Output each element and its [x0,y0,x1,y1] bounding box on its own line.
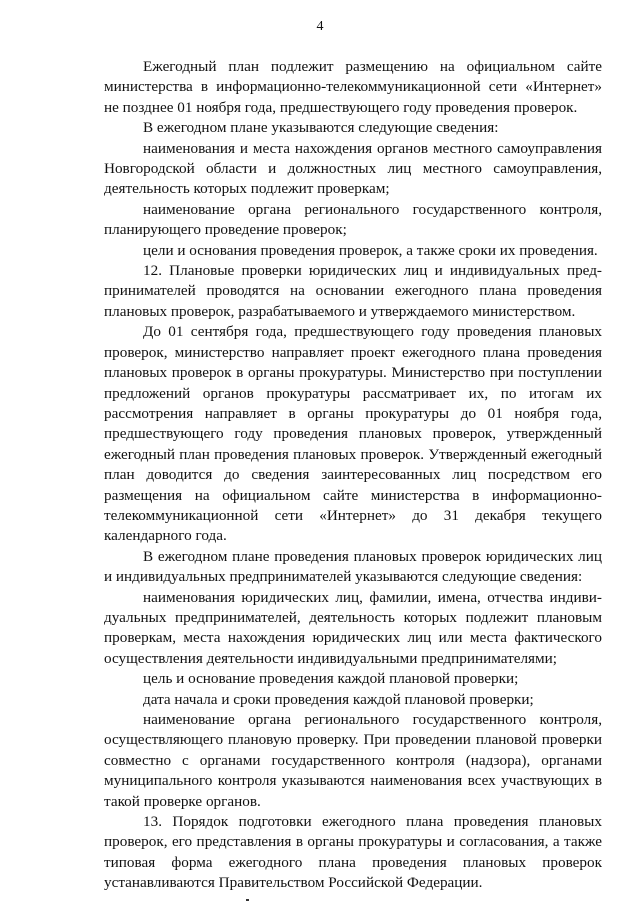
page-number: 4 [316,19,324,34]
paragraph-business-names: наименования юридических лиц, фамилии, имена, отчества индиви-дуальных предпринимателей, деятельность которых подлежит плановым проверкам, места нахождения юридических лиц или места фактического осуществления деятельности индивидуальными предпринимателями; [104,588,602,667]
paragraph-inspection-goals: цели и основания проведения проверок, а также сроки их проведения. [143,241,598,259]
paragraph-inspection-dates: дата начала и сроки проведения каждой плановой проверки; [143,690,534,708]
paragraph-plan-publication: Ежегодный план подлежит размещению на официальном сайте министерства в информационно-телекоммуникационной сети «Интернет» не позднее 01 ноября года, предшествующего году проведения проверок. [104,58,602,116]
paragraph-clause-13: 13. Порядок подготовки ежегодного плана проведения плановых проверок, его представления в органы прокуратуры и согласования, а также типовая форма ежегодного плана проведения плановых проверок устанавливаются Правительством Российской Федерации. [104,813,602,892]
paragraph-business-plan-intro: В ежегодном плане проведения плановых проверок юридических лиц и индивидуальных предпринимателей указываются следующие сведения: [104,547,602,586]
scan-speck [246,899,249,901]
document-body [104,57,602,894]
paragraph-plan-details-intro: В ежегодном плане указываются следующие сведения: [143,119,499,137]
paragraph-conducting-body: наименование органа регионального государственного контроля, осуществляющего плановую проверку. При проведении плановой проверки совместно с органами государственного контроля (надзора), органами муниципального контроля указываются наименования всех участвующих в такой проверке органов. [104,711,602,810]
paragraph-local-government-names: наименования и места нахождения органов местного самоуправления Новгородской области и должностных лиц местного самоуправления, деятельность которых подлежит проверкам; [104,139,602,198]
paragraph-plan-draft-procedure: До 01 сентября года, предшествующего году проведения плановых проверок, министерство направляет проект ежегодного плана проведения плановых проверок в органы прокуратуры. Министерство при поступлении предложений органов прокуратуры рассматривает их, по итогам их рассмотрения направляет в органы прокуратуры до 01 ноября года, предшествующего году проведения плановых проверок, утвержденный ежегодный план проведения плановых проверок. Утвержденный ежегодный план доводится до сведения заинтересованных лиц посредством его размещения на официальном сайте министерства в информационно-телекоммуникационной сети «Интернет» до 31 декабря текущего календарного года. [104,323,602,545]
paragraph-control-body-name: наименование органа регионального государственного контроля, планирующего проведение проверок; [104,200,602,239]
paragraph-clause-12: 12. Плановые проверки юридических лиц и индивидуальных пред-принимателей проводятся на основании ежегодного плана проведения плановых проверок, разрабатываемого и утверждаемого министерством. [104,262,602,320]
paragraph-inspection-purpose: цель и основание проведения каждой плановой проверки; [143,670,519,688]
